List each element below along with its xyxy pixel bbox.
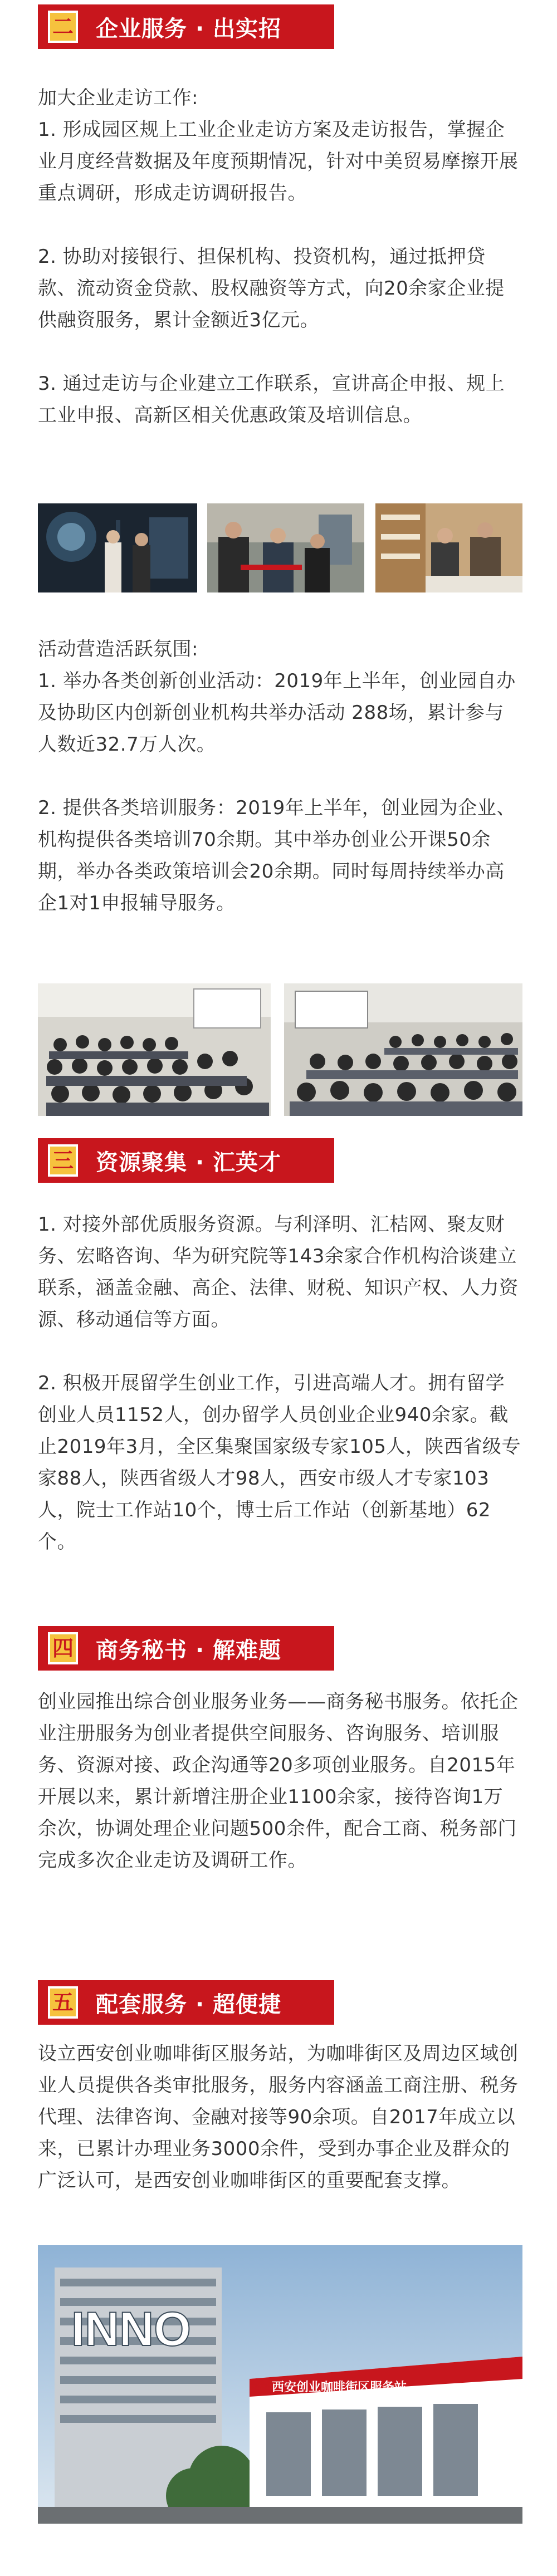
paragraph-resource-2: 2. 积极开展留学生创业工作，引进高端人才。拥有留学创业人员1152人，创办留学人员创业企业940余家。截止2019年3月，全区集聚国家级专家105人，陕西省级专家88人，陕西省级人才98人，西安市级人才专家103人，院士工作站10个，博士后工作站（创新基地）62个。 <box>38 1372 521 1553</box>
paragraph-intro: 加大企业走访工作: <box>38 87 198 109</box>
paragraph-2: 2. 协助对接银行、担保机构、投资机构，通过抵押贷款、流动资金贷款、股权融资等方式，向20余家企业提供融资服务，累计金额近3亿元。 <box>38 246 505 331</box>
section-number-badge: 四 <box>48 1632 78 1664</box>
paragraph-activity-intro: 活动营造活跃氛围: <box>38 638 198 660</box>
resource-text <box>38 1209 521 1558</box>
section-header-supporting-service <box>38 1980 334 2025</box>
section-title: 企业服务 · 出实招 <box>96 16 282 42</box>
section-title: 商务秘书 · 解难题 <box>96 1637 282 1663</box>
paragraph-supporting-service: 设立西安创业咖啡街区服务站，为咖啡街区及周边区域创业人员提供各类审批服务，服务内容涵盖工商注册、税务代理、法律咨询、金融对接等90余项。自2017年成立以来，已累计办理业务3000余件，受到办事企业及群众的广泛认可，是西安创业咖啡街区的重要配套支撑。 <box>38 2043 519 2192</box>
photo-visit-3 <box>375 503 522 592</box>
section-header-business-secretary <box>38 1626 334 1671</box>
paragraph-activity-1: 1. 举办各类创新创业活动：2019年上半年，创业园自办及协助区内创新创业机构共举办活动 288场，累计参与人数近32.7万人次。 <box>38 670 516 756</box>
photo-visit-2 <box>207 503 364 592</box>
section-number-badge: 三 <box>48 1144 78 1177</box>
paragraph-1: 1. 形成园区规上工业企业走访方案及走访报告，掌握企业月度经营数据及年度预期情况，针对中美贸易摩擦开展重点调研，形成走访调研报告。 <box>38 119 519 204</box>
section-title: 资源聚集 · 汇英才 <box>96 1149 282 1176</box>
photo-training-1 <box>38 983 271 1116</box>
photo-service-station-building <box>38 2245 522 2524</box>
paragraph-business-secretary: 创业园推出综合创业服务业务——商务秘书服务。依托企业注册服务为创业者提供空间服务、咨询服务、培训服务、资源对接、政企沟通等20多项创业服务。自2015年开展以来，累计新增注册企业1100余家，接待咨询1万余次，协调处理企业问题500余件，配合工商、税务部门完成多次企业走访及调研工作。 <box>38 1691 519 1872</box>
section-title: 配套服务 · 超便捷 <box>96 1991 282 2017</box>
business-secretary-text <box>38 1686 521 1877</box>
paragraph-3: 3. 通过走访与企业建立工作联系，宣讲高企申报、规上工业申报、高新区相关优惠政策及培训信息。 <box>38 373 505 427</box>
section-header-enterprise-service <box>38 4 334 49</box>
section-number-badge: 二 <box>48 11 78 43</box>
inno-sign: INNO <box>71 2303 191 2356</box>
photo-training-2 <box>284 983 522 1116</box>
paragraph-activity-2: 2. 提供各类培训服务：2019年上半年，创业园为企业、机构提供各类培训70余期。其中举办创业公开课50余期，举办各类政策培训会20余期。同时每周持续举办高企1对1申报辅导服务。 <box>38 797 516 914</box>
photo-visit-1 <box>38 503 197 592</box>
building-roof-sign: 西安创业咖啡街区服务站 <box>272 2381 407 2394</box>
section-number-badge: 五 <box>48 1986 78 2019</box>
section-header-resource-gathering <box>38 1138 334 1183</box>
enterprise-visit-text <box>38 82 521 432</box>
supporting-service-text <box>38 2038 521 2197</box>
paragraph-resource-1: 1. 对接外部优质服务资源。与利泽明、汇桔网、聚友财务、宏略咨询、华为研究院等143余家合作机构洽谈建立联系，涵盖金融、高企、法律、财税、知识产权、人力资源、移动通信等方面。 <box>38 1213 519 1331</box>
activity-text <box>38 634 521 919</box>
